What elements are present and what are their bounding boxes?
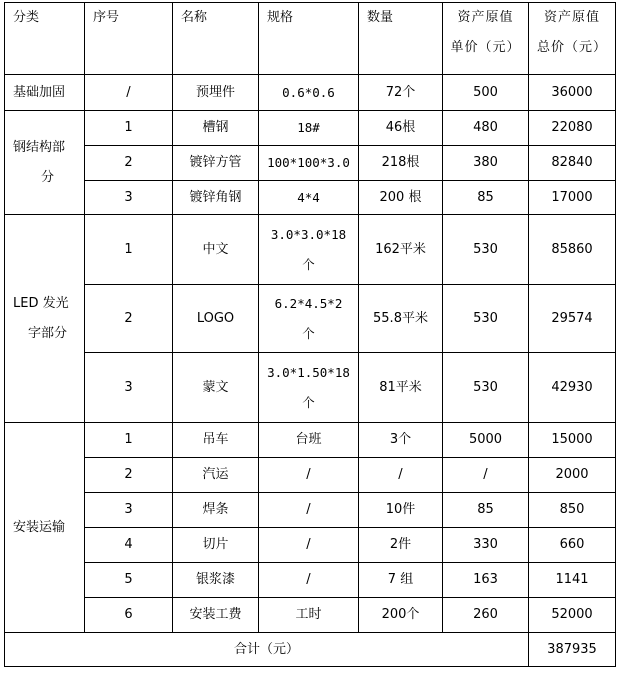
cell-name: 蒙文 xyxy=(173,353,259,423)
cell-no: 3 xyxy=(85,493,173,528)
cell-total: 17000 xyxy=(529,181,616,215)
header-total-price-line2: 总价（元） xyxy=(536,40,607,55)
table-row xyxy=(5,353,616,423)
cell-no: 1 xyxy=(85,111,173,146)
asset-cost-table xyxy=(4,2,616,667)
table-row xyxy=(5,181,616,215)
cell-unit-price: 480 xyxy=(443,111,529,146)
cell-spec-line2: 个 xyxy=(302,256,315,272)
cell-no: 1 xyxy=(85,215,173,285)
cell-total: 85860 xyxy=(529,215,616,285)
cell-name: 镀锌角钢 xyxy=(173,181,259,215)
cell-qty: 200 根 xyxy=(359,181,443,215)
cell-spec: 4*4 xyxy=(259,181,359,215)
cell-qty: 3个 xyxy=(359,423,443,458)
cell-qty: 2件 xyxy=(359,528,443,563)
header-name: 名称 xyxy=(173,3,259,75)
cell-total: 2000 xyxy=(529,458,616,493)
category-led-line1: LED 发光 xyxy=(13,295,69,311)
cell-unit-price: 5000 xyxy=(443,423,529,458)
category-steel xyxy=(5,111,85,215)
cell-unit-price: 163 xyxy=(443,563,529,598)
total-value: 387935 xyxy=(529,633,616,667)
cell-no: 2 xyxy=(85,146,173,181)
cell-unit-price: 530 xyxy=(443,215,529,285)
total-row xyxy=(5,633,616,667)
category-foundation: 基础加固 xyxy=(5,75,85,111)
cell-no: 2 xyxy=(85,285,173,353)
total-label: 合计（元） xyxy=(5,633,529,667)
header-spec: 规格 xyxy=(259,3,359,75)
cell-spec: 100*100*3.0 xyxy=(259,146,359,181)
cell-total: 660 xyxy=(529,528,616,563)
cell-name: 预埋件 xyxy=(173,75,259,111)
cell-spec: 台班 xyxy=(259,423,359,458)
cell-qty: 46根 xyxy=(359,111,443,146)
cell-no: 5 xyxy=(85,563,173,598)
table-row xyxy=(5,563,616,598)
header-no: 序号 xyxy=(85,3,173,75)
category-led-line2: 字部分 xyxy=(27,325,67,341)
cell-no: 6 xyxy=(85,598,173,633)
cell-qty: 55.8平米 xyxy=(359,285,443,353)
header-total-price xyxy=(529,3,616,75)
cell-unit-price: 530 xyxy=(443,285,529,353)
cell-spec-line1: 6.2*4.5*2 xyxy=(274,295,343,311)
cell-total: 82840 xyxy=(529,146,616,181)
cell-spec: 18# xyxy=(259,111,359,146)
table-row xyxy=(5,528,616,563)
cell-no: 1 xyxy=(85,423,173,458)
header-qty: 数量 xyxy=(359,3,443,75)
category-steel-line1: 钢结构部 xyxy=(13,139,66,155)
cell-total: 1141 xyxy=(529,563,616,598)
cell-unit-price: 330 xyxy=(443,528,529,563)
table-row xyxy=(5,75,616,111)
cell-spec: 工时 xyxy=(259,598,359,633)
cell-name: 镀锌方管 xyxy=(173,146,259,181)
header-unit-price-line2: 单价（元） xyxy=(450,40,521,55)
cell-total: 15000 xyxy=(529,423,616,458)
cell-total: 52000 xyxy=(529,598,616,633)
cell-spec xyxy=(259,353,359,423)
cell-total: 22080 xyxy=(529,111,616,146)
category-steel-line2: 分 xyxy=(40,169,54,185)
cell-total: 42930 xyxy=(529,353,616,423)
cell-qty: 218根 xyxy=(359,146,443,181)
cell-spec: / xyxy=(259,458,359,493)
cell-no: 2 xyxy=(85,458,173,493)
cell-spec-line2: 个 xyxy=(302,325,315,341)
category-led xyxy=(5,215,85,423)
cell-spec-line1: 3.0*1.50*18 xyxy=(267,364,350,380)
cell-unit-price: 260 xyxy=(443,598,529,633)
cell-no: 4 xyxy=(85,528,173,563)
cell-unit-price: 500 xyxy=(443,75,529,111)
cell-spec xyxy=(259,215,359,285)
cell-unit-price: 380 xyxy=(443,146,529,181)
header-row xyxy=(5,3,616,75)
cell-unit-price: 85 xyxy=(443,493,529,528)
cell-unit-price: 530 xyxy=(443,353,529,423)
header-unit-price-line1: 资产原值 xyxy=(457,10,514,25)
cell-no: 3 xyxy=(85,181,173,215)
table-row xyxy=(5,598,616,633)
cell-name: 中文 xyxy=(173,215,259,285)
cell-spec: / xyxy=(259,528,359,563)
cell-spec: / xyxy=(259,493,359,528)
cell-spec-line2: 个 xyxy=(302,394,315,410)
cell-name: 槽钢 xyxy=(173,111,259,146)
cell-total: 850 xyxy=(529,493,616,528)
cell-no: 3 xyxy=(85,353,173,423)
cell-unit-price: 85 xyxy=(443,181,529,215)
cell-name: 安装工费 xyxy=(173,598,259,633)
cell-spec: 0.6*0.6 xyxy=(259,75,359,111)
table-row xyxy=(5,285,616,353)
cell-no: / xyxy=(85,75,173,111)
table-row xyxy=(5,111,616,146)
cell-qty: 7 组 xyxy=(359,563,443,598)
table-row xyxy=(5,423,616,458)
table-row xyxy=(5,146,616,181)
cell-qty: 162平米 xyxy=(359,215,443,285)
header-unit-price xyxy=(443,3,529,75)
cell-qty: / xyxy=(359,458,443,493)
header-category: 分类 xyxy=(5,3,85,75)
category-install: 安装运输 xyxy=(5,423,85,633)
cell-name: 吊车 xyxy=(173,423,259,458)
cell-spec-line1: 3.0*3.0*18 xyxy=(270,226,347,242)
cell-total: 29574 xyxy=(529,285,616,353)
cell-qty: 81平米 xyxy=(359,353,443,423)
cell-name: 焊条 xyxy=(173,493,259,528)
cell-qty: 200个 xyxy=(359,598,443,633)
cell-qty: 10件 xyxy=(359,493,443,528)
cell-name: LOGO xyxy=(173,285,259,353)
cell-name: 切片 xyxy=(173,528,259,563)
cell-qty: 72个 xyxy=(359,75,443,111)
table-row xyxy=(5,458,616,493)
cell-name: 银浆漆 xyxy=(173,563,259,598)
cell-spec xyxy=(259,285,359,353)
cell-unit-price: / xyxy=(443,458,529,493)
cell-spec: / xyxy=(259,563,359,598)
table-row xyxy=(5,215,616,285)
table-row xyxy=(5,493,616,528)
cell-total: 36000 xyxy=(529,75,616,111)
cell-name: 汽运 xyxy=(173,458,259,493)
header-total-price-line1: 资产原值 xyxy=(543,10,600,25)
